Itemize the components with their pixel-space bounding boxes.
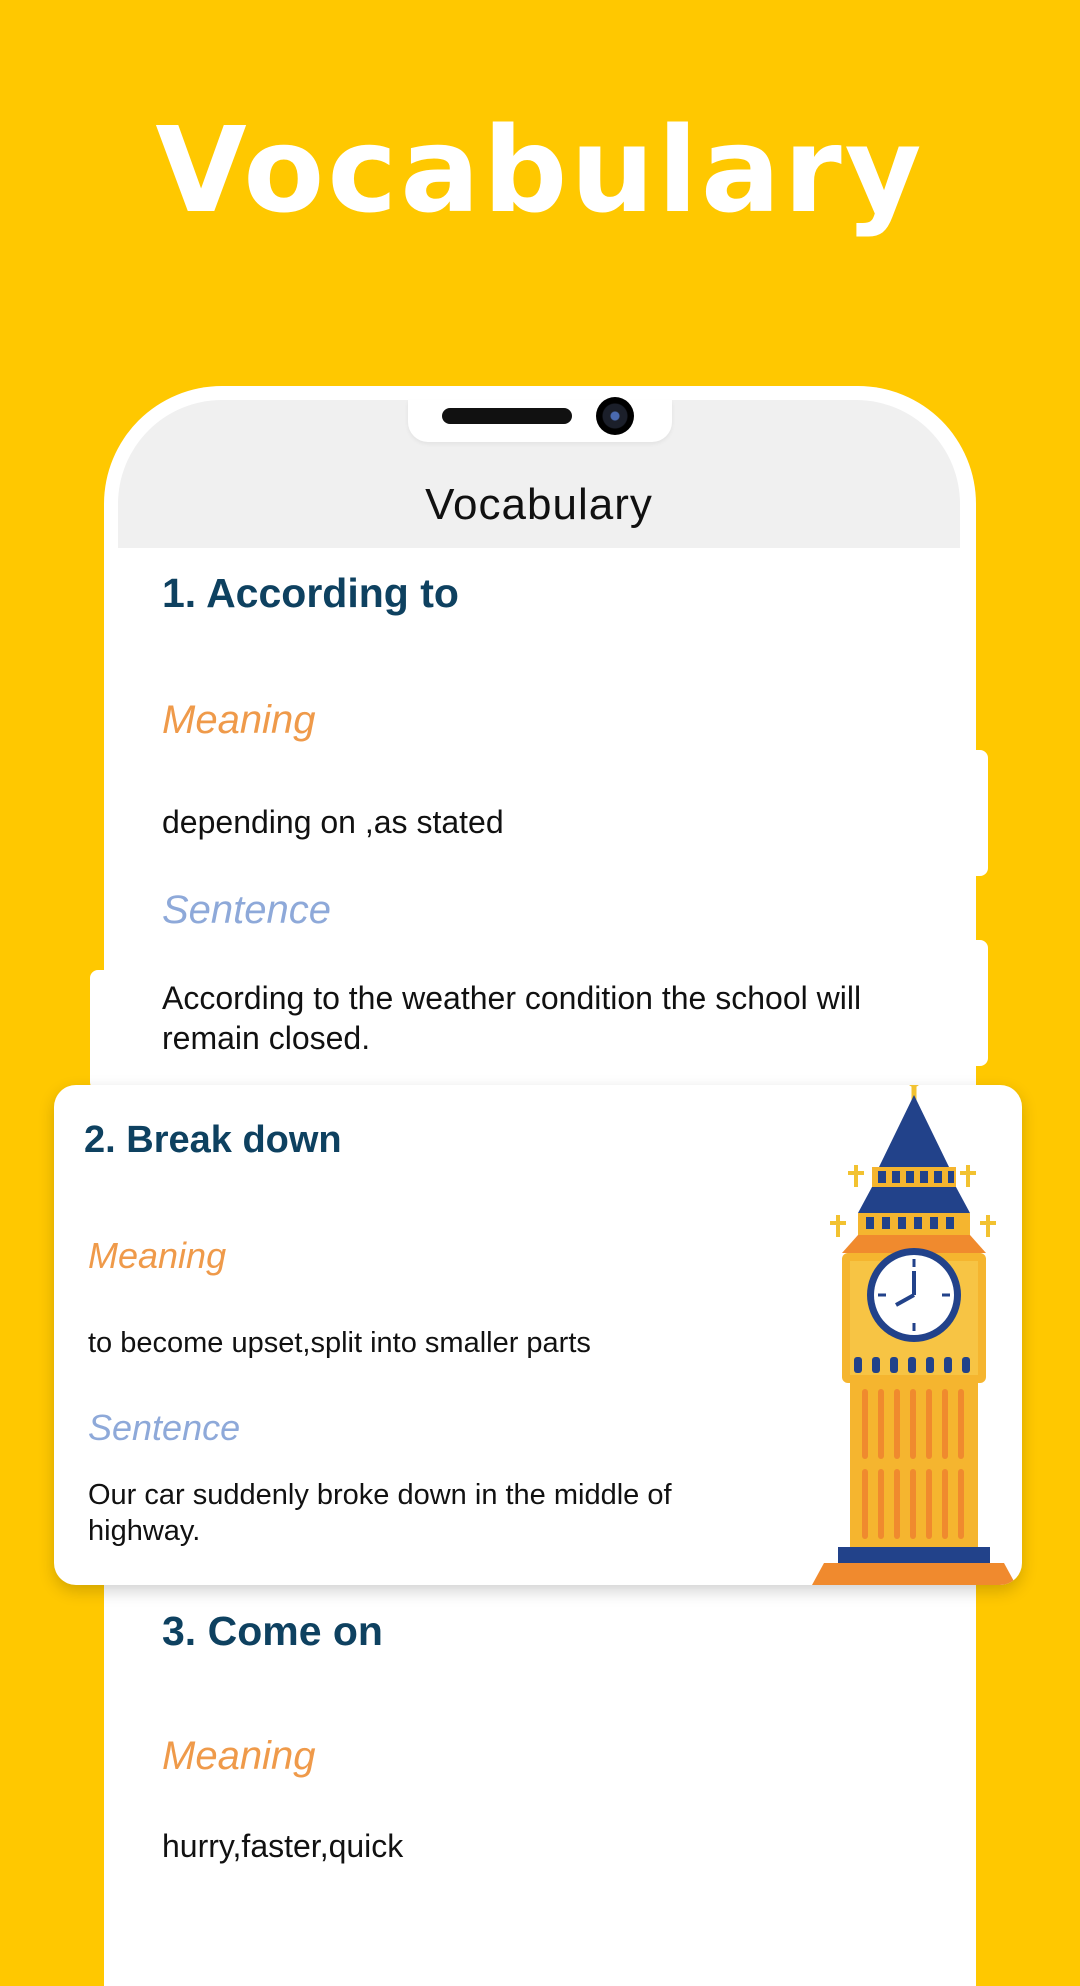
speaker-grille [442,408,572,424]
vocab-term: 1. According to [162,570,459,616]
clock-tower-illustration [754,1085,1022,1585]
featured-vocab-card[interactable] [54,1085,1022,1585]
promo-headline: Vocabulary [155,101,925,239]
meaning-label: Meaning [162,698,316,742]
front-camera [596,397,634,435]
meaning-label: Meaning [162,1734,316,1778]
meaning-label: Meaning [88,1235,227,1276]
sentence-text: According to the weather condition the school will remain closed. [162,980,862,1056]
app-bar-title: Vocabulary [425,480,653,529]
vocab-term: 2. Break down [84,1119,342,1161]
meaning-text: depending on ,as stated [162,804,504,840]
vocab-term: 3. Come on [162,1608,383,1654]
sentence-text: Our car suddenly broke down in the middle of highway. [88,1479,672,1547]
sentence-label: Sentence [162,888,332,932]
meaning-text: to become upset,split into smaller parts [88,1327,591,1359]
sentence-label: Sentence [88,1407,241,1448]
meaning-text: hurry,faster,quick [162,1828,404,1864]
